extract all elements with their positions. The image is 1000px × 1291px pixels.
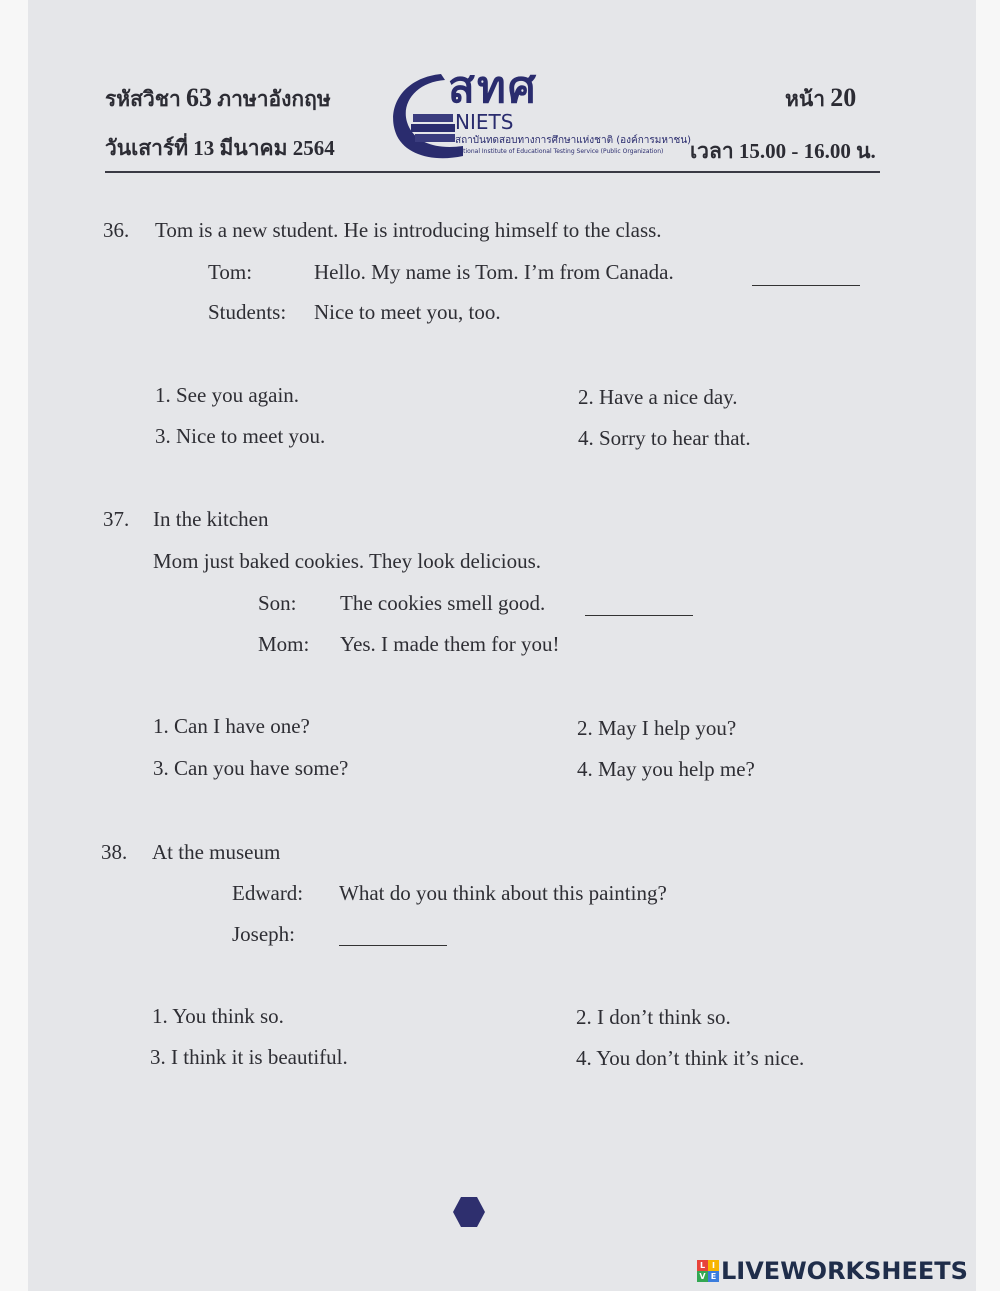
answer-blank[interactable] <box>339 944 447 946</box>
answer-option[interactable]: 4. Sorry to hear that. <box>578 426 751 450</box>
dialog-speaker: Joseph: <box>232 922 295 946</box>
dialog-line: Hello. My name is Tom. I’m from Canada. <box>314 260 674 284</box>
question-stem: Tom is a new student. He is introducing himself to the class. <box>155 218 662 242</box>
answer-option[interactable]: 4. You don’t think it’s nice. <box>576 1046 805 1070</box>
exam-time: เวลา 15.00 - 16.00 น. <box>690 139 876 163</box>
page-number: หน้า 20 <box>785 83 857 112</box>
logo-thai-name: สถาบันทดสอบทางการศึกษาแห่งชาติ (องค์การมหาชน) <box>455 135 692 146</box>
question-stem: In the kitchen <box>153 507 269 531</box>
answer-option[interactable]: 2. Have a nice day. <box>578 385 738 409</box>
answer-option[interactable]: 4. May you help me? <box>577 757 755 781</box>
answer-option[interactable]: 3. Nice to meet you. <box>155 424 326 448</box>
dialog-line: Yes. I made them for you! <box>340 632 560 656</box>
answer-option[interactable]: 1. See you again. <box>155 383 300 407</box>
liveworksheets-brand[interactable] <box>697 1258 968 1284</box>
dialog-speaker: Mom: <box>258 632 310 656</box>
answer-option[interactable]: 2. May I help you? <box>577 716 737 740</box>
answer-option[interactable]: 1. You think so. <box>152 1004 284 1028</box>
question-stem: At the museum <box>152 840 281 864</box>
exam-date: วันเสาร์ที่ 13 มีนาคม 2564 <box>105 136 335 160</box>
dialog-speaker: Tom: <box>208 260 253 284</box>
liveworksheets-badge-icon: L I V E <box>697 1260 719 1282</box>
logo-abbr: NIETS <box>455 110 514 134</box>
subject-line: รหัสวิชา 63 ภาษาอังกฤษ <box>105 83 331 112</box>
answer-option[interactable]: 3. Can you have some? <box>153 756 349 780</box>
dialog-speaker: Edward: <box>232 881 304 905</box>
question-context: Mom just baked cookies. They look delicious. <box>153 549 542 573</box>
logo-title: สทศ <box>448 62 538 113</box>
answer-blank[interactable] <box>752 284 860 286</box>
question-number: 36. <box>103 218 130 242</box>
answer-option[interactable]: 1. Can I have one? <box>153 714 310 738</box>
header-divider <box>105 171 880 173</box>
dialog-line: What do you think about this painting? <box>339 881 667 905</box>
dialog-line: The cookies smell good. <box>340 591 546 615</box>
answer-option[interactable]: 3. I think it is beautiful. <box>150 1045 348 1069</box>
brand-name: LIVEWORKSHEETS <box>721 1257 968 1285</box>
logo-english-name: National Institute of Educational Testing Service (Public Organization) <box>455 148 664 155</box>
dialog-line: Nice to meet you, too. <box>314 300 501 324</box>
dialog-speaker: Son: <box>258 591 297 615</box>
hexagon-icon <box>452 1196 486 1228</box>
dialog-speaker: Students: <box>208 300 287 324</box>
answer-blank[interactable] <box>585 614 693 616</box>
question-number: 37. <box>103 507 130 531</box>
question-number: 38. <box>101 840 128 864</box>
answer-option[interactable]: 2. I don’t think so. <box>576 1005 731 1029</box>
